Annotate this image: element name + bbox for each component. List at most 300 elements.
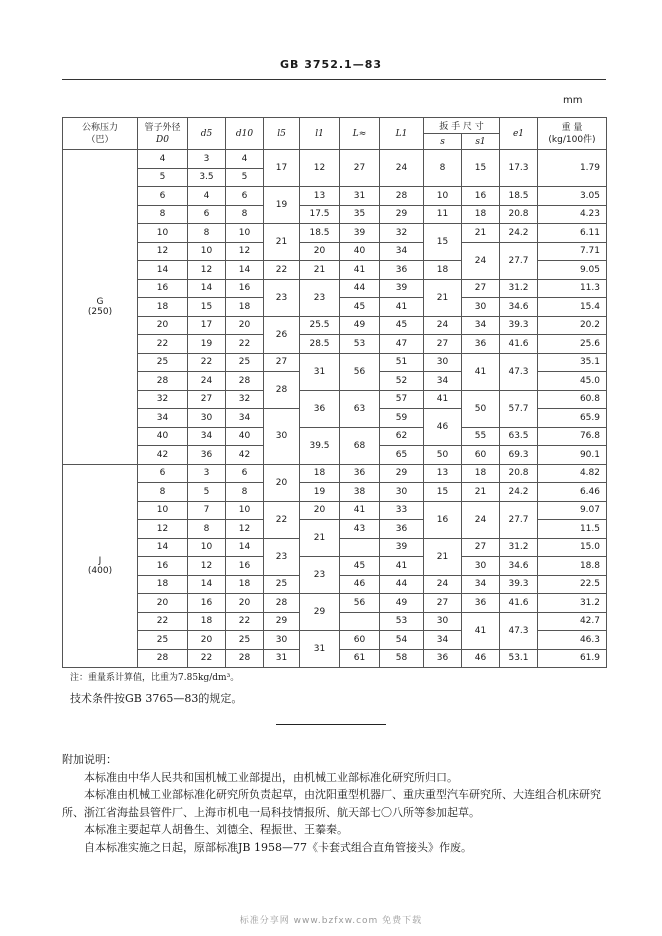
cell-l1: 36 <box>380 520 424 539</box>
cell-d10: 6 <box>226 187 264 206</box>
cell-e1: 53.1 <box>500 649 538 668</box>
cell-s1: 34 <box>462 575 500 594</box>
cell-d5: 22 <box>188 649 226 668</box>
cell-l1: 59 <box>380 409 424 428</box>
cell-d10: 22 <box>226 612 264 631</box>
cell-d0: 28 <box>138 649 188 668</box>
table-note: 注：重量系计算值，比重为7.85kg/dm³。 <box>70 673 240 683</box>
cell-e1: 57.7 <box>500 390 538 427</box>
cell-d5: 8 <box>188 520 226 539</box>
table-row <box>63 427 607 446</box>
cell-l1: 28.5 <box>300 335 340 354</box>
appendix-line: 本标准主要起草人胡鲁生、刘德全、程振世、王蓁秦。 <box>84 823 348 836</box>
cell-d5: 4 <box>188 187 226 206</box>
cell-e1: 34.6 <box>500 557 538 576</box>
cell-l <box>340 612 380 631</box>
cell-s: 15 <box>424 483 462 502</box>
cell-l1: 19 <box>300 483 340 502</box>
cell-l5: 26 <box>264 316 300 353</box>
cell-d5: 6 <box>188 205 226 224</box>
cell-l1: 62 <box>380 427 424 446</box>
cell-l: 31 <box>340 187 380 206</box>
cell-d5: 10 <box>188 242 226 261</box>
cell-l1: 18.5 <box>300 224 340 243</box>
cell-l1: 45 <box>380 316 424 335</box>
cell-s1: 24 <box>462 501 500 538</box>
cell-l1: 18 <box>300 464 340 483</box>
table-row <box>63 557 607 576</box>
cell-l: 43 <box>340 520 380 539</box>
cell-w: 45.0 <box>538 372 607 391</box>
table-row <box>63 187 607 206</box>
cell-e1: 34.6 <box>500 298 538 317</box>
cell-w: 15.4 <box>538 298 607 317</box>
cell-d10: 4 <box>226 150 264 169</box>
cell-l: 41 <box>340 501 380 520</box>
cell-s: 24 <box>424 316 462 335</box>
cell-d0: 6 <box>138 464 188 483</box>
cell-d10: 18 <box>226 298 264 317</box>
cell-d0: 12 <box>138 520 188 539</box>
cell-l5: 17 <box>264 150 300 187</box>
cell-l: 60 <box>340 631 380 650</box>
cell-w: 11.3 <box>538 279 607 298</box>
cell-l: 39 <box>340 224 380 243</box>
cell-d10: 28 <box>226 372 264 391</box>
cell-l5: 25 <box>264 575 300 594</box>
cell-d0: 28 <box>138 372 188 391</box>
cell-l5: 21 <box>264 224 300 261</box>
cell-l1: 31 <box>300 631 340 668</box>
header-weight: 重 量 (kg/100件) <box>538 118 607 150</box>
cell-d10: 10 <box>226 224 264 243</box>
cell-l5: 28 <box>264 594 300 613</box>
cell-w: 61.9 <box>538 649 607 668</box>
pressure-group-cell <box>63 464 138 668</box>
cell-s1: 41 <box>462 612 500 649</box>
cell-s: 30 <box>424 353 462 372</box>
cell-w: 22.5 <box>538 575 607 594</box>
cell-w: 46.3 <box>538 631 607 650</box>
header-L: L≈ <box>340 118 380 150</box>
table-row <box>63 279 607 298</box>
header-e1: e1 <box>500 118 538 150</box>
cell-l: 63 <box>340 390 380 427</box>
table-row <box>63 205 607 224</box>
cell-d10: 32 <box>226 390 264 409</box>
cell-l1: 32 <box>380 224 424 243</box>
cell-s: 30 <box>424 612 462 631</box>
cell-e1: 39.3 <box>500 575 538 594</box>
cell-l1: 20 <box>300 501 340 520</box>
cell-d10: 12 <box>226 242 264 261</box>
dimension-table <box>62 117 607 668</box>
appendix <box>62 751 608 856</box>
cell-d0: 34 <box>138 409 188 428</box>
cell-s: 24 <box>424 575 462 594</box>
header-d10: d10 <box>226 118 264 150</box>
cell-e1: 20.8 <box>500 464 538 483</box>
cell-w: 3.05 <box>538 187 607 206</box>
header-s1: s1 <box>462 134 500 150</box>
cell-d10: 14 <box>226 538 264 557</box>
cell-l5: 22 <box>264 261 300 280</box>
table-row <box>63 483 607 502</box>
cell-s: 16 <box>424 501 462 538</box>
cell-l: 40 <box>340 242 380 261</box>
cell-l1: 52 <box>380 372 424 391</box>
cell-l1: 12 <box>300 150 340 187</box>
header-tube-od: 管子外径 D0 <box>138 118 188 150</box>
cell-d5: 3.5 <box>188 168 226 187</box>
cell-d10: 10 <box>226 501 264 520</box>
cell-d0: 16 <box>138 557 188 576</box>
cell-s: 21 <box>424 279 462 316</box>
cell-l1: 39.5 <box>300 427 340 464</box>
cell-e1: 18.5 <box>500 187 538 206</box>
cell-d5: 8 <box>188 224 226 243</box>
table-row <box>63 224 607 243</box>
cell-d0: 18 <box>138 298 188 317</box>
cell-l1: 36 <box>380 261 424 280</box>
table-body <box>63 150 607 668</box>
header-s: s <box>424 134 462 150</box>
cell-s1: 27 <box>462 279 500 298</box>
cell-w: 42.7 <box>538 612 607 631</box>
cell-s1: 27 <box>462 538 500 557</box>
cell-d10: 42 <box>226 446 264 465</box>
table-row <box>63 335 607 354</box>
cell-d10: 25 <box>226 353 264 372</box>
cell-d0: 18 <box>138 575 188 594</box>
cell-l1: 58 <box>380 649 424 668</box>
cell-d0: 20 <box>138 316 188 335</box>
cell-l1: 33 <box>380 501 424 520</box>
appendix-title: 附加说明： <box>62 753 117 766</box>
cell-s1: 15 <box>462 150 500 187</box>
cell-d0: 8 <box>138 483 188 502</box>
cell-w: 6.46 <box>538 483 607 502</box>
cell-d5: 12 <box>188 261 226 280</box>
cell-d10: 34 <box>226 409 264 428</box>
cell-d10: 40 <box>226 427 264 446</box>
cell-s1: 50 <box>462 390 500 427</box>
cell-l1: 39 <box>380 538 424 557</box>
cell-d5: 7 <box>188 501 226 520</box>
cell-s1: 34 <box>462 316 500 335</box>
cell-s1: 16 <box>462 187 500 206</box>
cell-l1: 23 <box>300 557 340 594</box>
cell-l: 56 <box>340 594 380 613</box>
cell-e1: 47.3 <box>500 612 538 649</box>
cell-d0: 32 <box>138 390 188 409</box>
cell-s1: 21 <box>462 483 500 502</box>
cell-s: 41 <box>424 390 462 409</box>
cell-l1: 44 <box>380 575 424 594</box>
cell-e1: 41.6 <box>500 594 538 613</box>
cell-e1: 27.7 <box>500 242 538 279</box>
cell-s1: 46 <box>462 649 500 668</box>
cell-l5: 30 <box>264 409 300 465</box>
cell-d5: 14 <box>188 575 226 594</box>
cell-d0: 14 <box>138 261 188 280</box>
cell-d0: 40 <box>138 427 188 446</box>
cell-l1: 36 <box>300 390 340 427</box>
cell-s1: 36 <box>462 335 500 354</box>
cell-e1: 69.3 <box>500 446 538 465</box>
cell-l1: 28 <box>380 187 424 206</box>
cell-s: 50 <box>424 446 462 465</box>
table-row <box>63 353 607 372</box>
cell-l1: 65 <box>380 446 424 465</box>
cell-s: 46 <box>424 409 462 446</box>
header-pressure: 公称压力 （巴） <box>63 118 138 150</box>
cell-l5: 30 <box>264 631 300 650</box>
cell-l1: 57 <box>380 390 424 409</box>
cell-d10: 28 <box>226 649 264 668</box>
cell-e1: 20.8 <box>500 205 538 224</box>
cell-d5: 10 <box>188 538 226 557</box>
cell-l1: 30 <box>380 483 424 502</box>
cell-d10: 22 <box>226 335 264 354</box>
cell-l1: 21 <box>300 520 340 557</box>
cell-w: 76.8 <box>538 427 607 446</box>
cell-l1: 13 <box>300 187 340 206</box>
cell-l: 56 <box>340 353 380 390</box>
cell-d10: 16 <box>226 557 264 576</box>
cell-l1: 34 <box>380 242 424 261</box>
cell-s1: 30 <box>462 557 500 576</box>
cell-d10: 8 <box>226 483 264 502</box>
cell-d0: 4 <box>138 150 188 169</box>
cell-d5: 30 <box>188 409 226 428</box>
pressure-group-label: J <box>98 555 102 566</box>
cell-l1: 29 <box>300 594 340 631</box>
cell-l: 49 <box>340 316 380 335</box>
cell-e1: 27.7 <box>500 501 538 538</box>
cell-l1: 51 <box>380 353 424 372</box>
cell-e1: 24.2 <box>500 483 538 502</box>
cell-l1: 54 <box>380 631 424 650</box>
cell-w: 18.8 <box>538 557 607 576</box>
cell-s: 27 <box>424 335 462 354</box>
appendix-line: 本标准由中华人民共和国机械工业部提出，由机械工业部标准化研究所归口。 <box>84 770 458 784</box>
cell-l5: 23 <box>264 538 300 575</box>
tech-condition: 技术条件按GB 3765—83的规定。 <box>70 692 243 705</box>
cell-d0: 12 <box>138 242 188 261</box>
cell-d0: 6 <box>138 187 188 206</box>
cell-l1: 41 <box>380 557 424 576</box>
cell-d0: 10 <box>138 224 188 243</box>
cell-e1: 24.2 <box>500 224 538 243</box>
table-row <box>63 594 607 613</box>
header-l5: l5 <box>264 118 300 150</box>
cell-d0: 25 <box>138 353 188 372</box>
table-row <box>63 242 607 261</box>
standard-number: GB 3752.1—83 <box>280 58 382 71</box>
cell-l1: 31 <box>300 353 340 390</box>
cell-w: 4.23 <box>538 205 607 224</box>
cell-d5: 34 <box>188 427 226 446</box>
cell-l1: 29 <box>380 464 424 483</box>
cell-s1: 18 <box>462 464 500 483</box>
header-rule <box>62 79 606 80</box>
cell-l: 38 <box>340 483 380 502</box>
cell-l5: 27 <box>264 353 300 372</box>
cell-l: 68 <box>340 427 380 464</box>
cell-l: 36 <box>340 464 380 483</box>
cell-s: 27 <box>424 594 462 613</box>
cell-l1: 24 <box>380 150 424 187</box>
pressure-group-cell <box>63 150 138 465</box>
cell-s: 15 <box>424 224 462 261</box>
cell-l5: 31 <box>264 649 300 668</box>
pressure-group-label: G <box>96 296 104 307</box>
cell-d10: 16 <box>226 279 264 298</box>
cell-s: 10 <box>424 187 462 206</box>
cell-l1: 17.5 <box>300 205 340 224</box>
cell-s: 11 <box>424 205 462 224</box>
cell-l5: 20 <box>264 464 300 501</box>
cell-d5: 12 <box>188 557 226 576</box>
cell-d5: 16 <box>188 594 226 613</box>
cell-e1: 31.2 <box>500 279 538 298</box>
cell-d0: 14 <box>138 538 188 557</box>
cell-s: 13 <box>424 464 462 483</box>
cell-w: 1.79 <box>538 150 607 187</box>
cell-d5: 17 <box>188 316 226 335</box>
cell-l1: 25.5 <box>300 316 340 335</box>
cell-d5: 36 <box>188 446 226 465</box>
cell-l5: 29 <box>264 612 300 631</box>
table-row <box>63 464 607 483</box>
cell-l5: 19 <box>264 187 300 224</box>
cell-d5: 27 <box>188 390 226 409</box>
cell-l1: 47 <box>380 335 424 354</box>
unit-label: mm <box>563 95 583 106</box>
cell-d10: 20 <box>226 316 264 335</box>
cell-w: 20.2 <box>538 316 607 335</box>
cell-d5: 22 <box>188 353 226 372</box>
cell-d5: 3 <box>188 150 226 169</box>
cell-w: 4.82 <box>538 464 607 483</box>
cell-l: 41 <box>340 261 380 280</box>
cell-d10: 8 <box>226 205 264 224</box>
cell-w: 15.0 <box>538 538 607 557</box>
table-row <box>63 316 607 335</box>
cell-l5: 23 <box>264 279 300 316</box>
cell-d5: 15 <box>188 298 226 317</box>
cell-l1: 20 <box>300 242 340 261</box>
pressure-group-value: (400) <box>87 565 113 576</box>
cell-s1: 21 <box>462 224 500 243</box>
section-divider <box>276 724 386 725</box>
cell-d5: 5 <box>188 483 226 502</box>
cell-l: 45 <box>340 557 380 576</box>
cell-s1: 36 <box>462 594 500 613</box>
cell-l: 53 <box>340 335 380 354</box>
cell-d0: 5 <box>138 168 188 187</box>
table-row <box>63 390 607 409</box>
cell-l1: 23 <box>300 279 340 316</box>
cell-w: 11.5 <box>538 520 607 539</box>
cell-l5: 22 <box>264 501 300 538</box>
cell-s1: 55 <box>462 427 500 446</box>
cell-l1: 29 <box>380 205 424 224</box>
header-L1: L1 <box>380 118 424 150</box>
cell-d10: 25 <box>226 631 264 650</box>
cell-d0: 8 <box>138 205 188 224</box>
cell-d10: 5 <box>226 168 264 187</box>
table-row <box>63 501 607 520</box>
pressure-group-value: (250) <box>87 306 113 317</box>
cell-w: 6.11 <box>538 224 607 243</box>
cell-l5: 28 <box>264 372 300 409</box>
cell-s1: 41 <box>462 353 500 390</box>
cell-e1: 31.2 <box>500 538 538 557</box>
cell-w: 60.8 <box>538 390 607 409</box>
cell-e1: 39.3 <box>500 316 538 335</box>
cell-l: 61 <box>340 649 380 668</box>
cell-s: 18 <box>424 261 462 280</box>
cell-e1: 47.3 <box>500 353 538 390</box>
cell-s: 34 <box>424 631 462 650</box>
cell-s: 36 <box>424 649 462 668</box>
cell-s1: 24 <box>462 242 500 279</box>
cell-s1: 60 <box>462 446 500 465</box>
cell-l1: 39 <box>380 279 424 298</box>
cell-l1: 53 <box>380 612 424 631</box>
cell-d0: 22 <box>138 612 188 631</box>
cell-d0: 10 <box>138 501 188 520</box>
cell-w: 9.07 <box>538 501 607 520</box>
cell-l: 46 <box>340 575 380 594</box>
cell-d10: 12 <box>226 520 264 539</box>
cell-w: 65.9 <box>538 409 607 428</box>
cell-s1: 30 <box>462 298 500 317</box>
cell-l <box>340 538 380 557</box>
cell-s1: 18 <box>462 205 500 224</box>
cell-l: 27 <box>340 150 380 187</box>
cell-l1: 41 <box>380 298 424 317</box>
cell-l1: 21 <box>300 261 340 280</box>
cell-w: 25.6 <box>538 335 607 354</box>
cell-e1: 41.6 <box>500 335 538 354</box>
cell-w: 9.05 <box>538 261 607 280</box>
appendix-line: 自本标准实施之日起，原部标准JB 1958—77《卡套式组合直角管接头》作废。 <box>84 840 472 854</box>
cell-d5: 20 <box>188 631 226 650</box>
header-d5: d5 <box>188 118 226 150</box>
appendix-line: 本标准由机械工业部标准化研究所负责起草，由沈阳重型机器厂、重庆重型汽车研究所、大连组合机床研究所、浙江省海盐县管件厂、上海市机电一局科技情报所、航天部七〇八所等参加起草。 <box>62 788 601 819</box>
cell-l1: 49 <box>380 594 424 613</box>
cell-d10: 14 <box>226 261 264 280</box>
watermark-footer: 标准分享网 www.bzfxw.com 免费下载 <box>239 916 423 926</box>
cell-w: 35.1 <box>538 353 607 372</box>
cell-d5: 3 <box>188 464 226 483</box>
cell-d10: 6 <box>226 464 264 483</box>
cell-d0: 20 <box>138 594 188 613</box>
cell-w: 7.71 <box>538 242 607 261</box>
cell-e1: 63.5 <box>500 427 538 446</box>
cell-l: 35 <box>340 205 380 224</box>
header-l1: l1 <box>300 118 340 150</box>
cell-w: 90.1 <box>538 446 607 465</box>
table-row <box>63 150 607 169</box>
cell-s: 34 <box>424 372 462 391</box>
cell-s: 21 <box>424 538 462 575</box>
cell-l: 45 <box>340 298 380 317</box>
cell-l: 44 <box>340 279 380 298</box>
